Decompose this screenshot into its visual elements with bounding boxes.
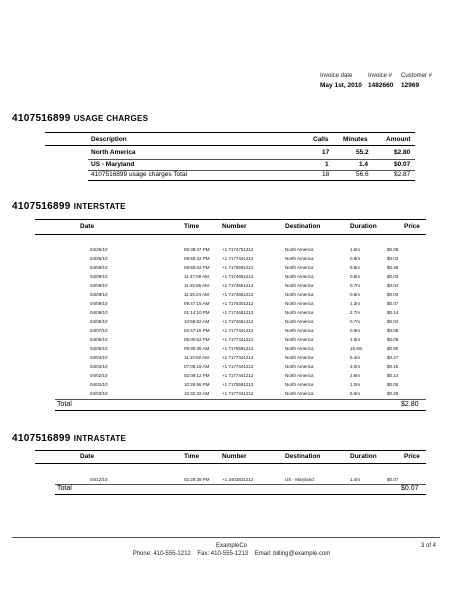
row-destination: US - Maryland [285, 477, 314, 482]
interstate-top-rule [35, 219, 426, 220]
interstate-heading-text: INTERSTATE [73, 202, 126, 211]
row-date: 04/02/10 [90, 382, 108, 387]
row-duration: 0.9m [350, 328, 361, 333]
intrastate-total-label: Total [57, 485, 72, 492]
call-detail-row [0, 274, 463, 283]
row-price: $0.03 [387, 274, 399, 279]
row-date: 04/09/10 [90, 265, 108, 270]
usage-header-rule [45, 145, 415, 146]
call-detail-row [0, 265, 463, 274]
footer-contact: Phone: 410-555-1212 Fax: 410-555-1213 Email: billing@example.com [132, 551, 331, 557]
row-price: $0.49 [387, 265, 399, 270]
row-duration: 15.9m [350, 346, 363, 351]
row-price: $0.04 [387, 283, 399, 288]
row-number: +1 7177441212 [222, 364, 254, 369]
row-duration: 0.8m [350, 256, 361, 261]
row-date: 04/05/10 [90, 346, 108, 351]
row-price: $0.27 [387, 355, 399, 360]
call-detail-row [0, 382, 463, 391]
call-detail-row [0, 337, 463, 346]
row-price: $0.03 [387, 292, 399, 297]
interstate-col-time: Time [184, 223, 200, 230]
row-destination: North America [285, 364, 314, 369]
row-time: 01:14:10 PM [184, 310, 210, 315]
usage-row-desc: North America [91, 149, 136, 156]
intrastate-col-price: Price [404, 453, 420, 460]
call-detail-row [0, 319, 463, 328]
usage-row-rule [88, 159, 415, 160]
interstate-total-value: $2.80 [401, 401, 419, 408]
interstate-col-price: Price [404, 223, 420, 230]
row-date: 04/09/10 [90, 283, 108, 288]
row-duration: 0.7m [350, 283, 361, 288]
row-time: 10:26:56 PM [184, 382, 210, 387]
usage-col-amount: Amount [386, 136, 411, 143]
usage-col-minutes: Minutes [343, 136, 368, 143]
row-number: +1 7174651212 [222, 310, 254, 315]
row-price: $0.14 [387, 373, 399, 378]
call-detail-row [0, 373, 463, 382]
row-date: 04/07/10 [90, 328, 108, 333]
row-destination: North America [285, 346, 314, 351]
row-number: +1 7174651212 [222, 283, 254, 288]
row-number: +1 7174651212 [222, 319, 254, 324]
intrastate-heading-number: 4107516899 [12, 433, 71, 444]
row-destination: North America [285, 292, 314, 297]
row-duration: 2.7m [350, 310, 361, 315]
row-date: 04/25/10 [90, 256, 108, 261]
row-duration: 9.8m [350, 265, 361, 270]
row-time: 10:32:32 AM [184, 391, 210, 396]
row-destination: North America [285, 337, 314, 342]
intrastate-total-rule [55, 484, 426, 485]
call-detail-row [0, 364, 463, 373]
row-number: +1 7174751212 [222, 247, 254, 252]
row-duration: 2.6m [350, 373, 361, 378]
row-date: 04/09/10 [90, 274, 108, 279]
intrastate-col-destination: Destination [285, 453, 321, 460]
call-detail-row [0, 355, 463, 364]
row-price: $0.15 [387, 364, 399, 369]
row-time: 11:47:09 AM [184, 274, 209, 279]
interstate-total-rule [55, 399, 426, 400]
row-duration: 1.0m [350, 382, 361, 387]
row-price: $0.08 [387, 247, 399, 252]
customer-number-value: 12969 [401, 82, 420, 89]
row-destination: North America [285, 391, 314, 396]
footer-page-number: 3 of 4 [421, 543, 437, 549]
usage-top-rule [45, 132, 415, 133]
invoice-number-label: Invoice # [368, 73, 393, 79]
call-detail-row [0, 301, 463, 310]
row-number: +1 7177441212 [222, 337, 254, 342]
row-time: 09:30:35 AM [184, 346, 210, 351]
row-duration: 0.6m [350, 274, 361, 279]
row-time: 06:38:47 PM [184, 247, 210, 252]
call-detail-row [0, 256, 463, 265]
row-date: 04/09/10 [90, 301, 108, 306]
row-number: +1 7174651212 [222, 292, 254, 297]
row-destination: North America [285, 328, 314, 333]
intrastate-total-value: $0.07 [401, 485, 419, 492]
intrastate-heading [12, 433, 126, 444]
usage-row-calls: 17 [322, 149, 330, 156]
interstate-col-number: Number [222, 223, 247, 230]
intrastate-header-rule [35, 463, 426, 464]
call-detail-row [0, 346, 463, 355]
call-detail-row [0, 247, 463, 256]
row-number: +1 7177441212 [222, 355, 254, 360]
row-number: +1 7177441212 [222, 256, 254, 261]
row-duration: 1.3m [350, 301, 361, 306]
usage-row-desc: US - Maryland [91, 161, 135, 168]
usage-col-calls: Calls [313, 136, 329, 143]
row-number: +1 2403821212 [222, 477, 254, 482]
row-duration: 0.6m [350, 292, 361, 297]
usage-row-minutes: 55.2 [356, 149, 369, 156]
row-time: 09:50:32 PM [184, 256, 210, 261]
row-destination: North America [285, 265, 314, 270]
usage-charges-heading [12, 113, 148, 124]
row-price: $0.08 [387, 337, 399, 342]
row-time: 11:45:56 AM [184, 283, 209, 288]
row-date: 04/26/10 [90, 247, 108, 252]
row-number: +1 7174651212 [222, 274, 254, 279]
row-destination: North America [285, 310, 314, 315]
row-number: +1 7177441212 [222, 373, 254, 378]
invoice-date-label: Invoice date [320, 73, 353, 79]
usage-row-minutes: 1.4 [359, 161, 369, 168]
row-date: 04/06/10 [90, 319, 108, 324]
row-duration: 5.4m [350, 355, 361, 360]
row-duration: 0.7m [350, 319, 361, 324]
row-date: 04/09/10 [90, 310, 108, 315]
row-price: $0.80 [387, 346, 399, 351]
row-time: 02:29:38 PM [184, 477, 210, 482]
row-duration: 1.4m [350, 477, 361, 482]
row-destination: North America [285, 256, 314, 261]
row-time: 07:06:18 AM [184, 364, 210, 369]
row-number: +1 7175591212 [222, 265, 254, 270]
row-destination: North America [285, 274, 314, 279]
row-price: $0.07 [387, 477, 399, 482]
intrastate-col-date: Date [80, 453, 95, 460]
row-destination: North America [285, 319, 314, 324]
invoice-date-value: May 1st, 2010 [320, 82, 362, 89]
row-duration: 1.5m [350, 337, 361, 342]
row-price: $0.03 [387, 256, 399, 261]
usage-row-amount: $0.07 [394, 161, 411, 168]
usage-col-description: Description [91, 136, 127, 143]
row-date: 04/05/10 [90, 337, 108, 342]
usage-total-amount: $2.87 [394, 171, 411, 178]
row-date: 04/03/10 [90, 391, 108, 396]
row-duration: 1.5m [350, 247, 361, 252]
row-time: 05:00:52 PM [184, 337, 210, 342]
interstate-total-label: Total [57, 401, 72, 408]
footer-rule [12, 537, 440, 538]
invoice-number-value: 1482660 [368, 82, 394, 89]
row-destination: North America [285, 301, 314, 306]
row-price: $0.29 [387, 391, 399, 396]
row-date: 04/09/10 [90, 292, 108, 297]
row-destination: North America [285, 247, 314, 252]
interstate-heading [12, 201, 126, 212]
row-date: 04/02/10 [90, 373, 108, 378]
row-price: $0.05 [387, 328, 399, 333]
interstate-header-rule [35, 234, 426, 235]
row-destination: North America [285, 373, 314, 378]
call-detail-row [0, 283, 463, 292]
row-time: 02:06:12 PM [184, 373, 210, 378]
row-date: 04/12/10 [90, 477, 108, 482]
row-date: 04/04/10 [90, 364, 108, 369]
interstate-bottom-rule [55, 410, 426, 411]
interstate-col-destination: Destination [285, 223, 321, 230]
row-duration: 5.6m [350, 391, 361, 396]
row-date: 04/04/10 [90, 355, 108, 360]
intrastate-bottom-rule [55, 494, 426, 495]
row-time: 10:56:52 AM [184, 319, 210, 324]
row-time: 02:47:15 PM [184, 328, 210, 333]
row-price: $0.04 [387, 319, 399, 324]
intrastate-col-time: Time [184, 453, 200, 460]
row-price: $0.14 [387, 310, 399, 315]
usage-total-desc: 4107516899 usage charges Total [91, 171, 188, 178]
intrastate-col-number: Number [222, 453, 247, 460]
footer-company: ExampleCo [215, 543, 247, 549]
usage-row-amount: $2.80 [394, 149, 411, 156]
usage-total-minutes: 56.6 [356, 171, 369, 178]
row-number: +1 7175591212 [222, 382, 254, 387]
row-price: $0.07 [387, 301, 399, 306]
row-price: $0.05 [387, 382, 399, 387]
row-time: 11:10:50 AM [184, 355, 209, 360]
call-detail-row [0, 310, 463, 319]
usage-heading-text: USAGE CHARGES [73, 114, 149, 123]
usage-row-calls: 1 [325, 161, 329, 168]
row-number: +1 7176301212 [222, 301, 254, 306]
row-destination: North America [285, 355, 314, 360]
row-destination: North America [285, 382, 314, 387]
row-time: 09:47:15 AM [184, 301, 210, 306]
row-duration: 3.0m [350, 364, 361, 369]
row-destination: North America [285, 283, 314, 288]
usage-heading-number: 4107516899 [12, 113, 71, 124]
row-number: +1 7177441212 [222, 391, 254, 396]
row-time: 11:45:24 AM [184, 292, 209, 297]
customer-number-label: Customer # [401, 73, 433, 79]
row-time: 09:50:02 PM [184, 265, 210, 270]
usage-bottom-rule [88, 180, 415, 181]
interstate-col-date: Date [80, 223, 95, 230]
call-detail-row [0, 292, 463, 301]
call-detail-row [0, 328, 463, 337]
interstate-heading-number: 4107516899 [12, 201, 71, 212]
usage-total-calls: 18 [322, 171, 330, 178]
row-number: +1 7175591212 [222, 346, 254, 351]
intrastate-top-rule [35, 450, 426, 451]
row-number: +1 7177441212 [222, 328, 254, 333]
intrastate-heading-text: INTRASTATE [73, 434, 127, 443]
intrastate-col-duration: Duration [350, 453, 377, 460]
interstate-col-duration: Duration [350, 223, 377, 230]
